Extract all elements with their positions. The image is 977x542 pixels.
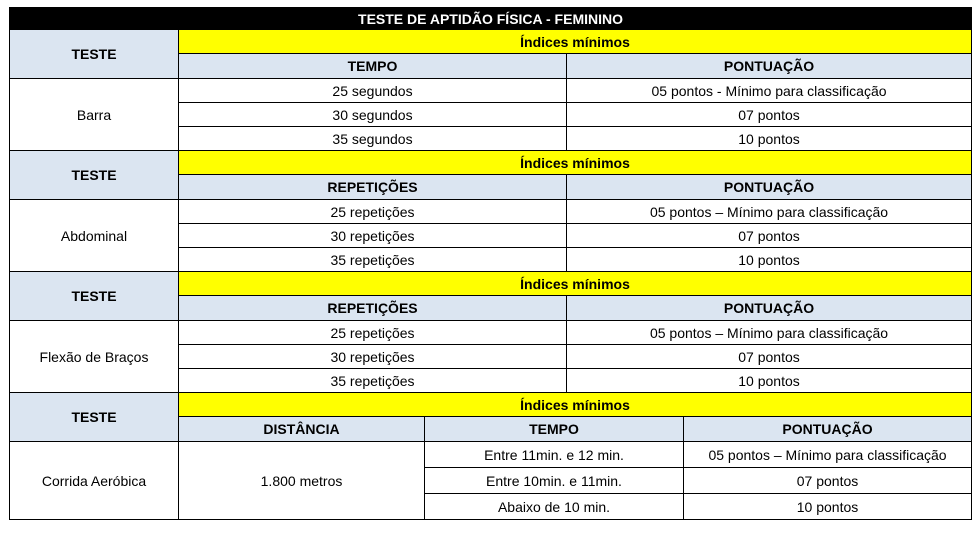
pontuacao-cell: 07 pontos [567,345,972,369]
pontuacao-cell: 10 pontos [684,494,972,520]
tempo-cell: 35 segundos [179,127,567,151]
column-header-pontuacao: PONTUAÇÃO [567,54,972,79]
column-header-pontuacao: PONTUAÇÃO [567,175,972,200]
distance-cell: 1.800 metros [179,442,425,520]
repeticoes-cell: 30 repetições [179,345,567,369]
tempo-cell: 25 segundos [179,79,567,103]
title-row [10,8,972,30]
teste-header: TESTE [10,393,179,442]
test-name: Barra [10,79,179,151]
repeticoes-cell: 25 repetições [179,321,567,345]
teste-header: TESTE [10,272,179,321]
repeticoes-cell: 30 repetições [179,224,567,248]
pontuacao-cell: 10 pontos [567,127,972,151]
pontuacao-cell: 05 pontos – Mínimo para classificação [567,200,972,224]
column-header-pontuacao: PONTUAÇÃO [684,417,972,442]
pontuacao-cell: 07 pontos [567,224,972,248]
test-name: Corrida Aeróbica [10,442,179,520]
column-header-distancia: DISTÂNCIA [179,417,425,442]
repeticoes-cell: 25 repetições [179,200,567,224]
column-header-repeticoes: REPETIÇÕES [179,175,567,200]
table-row [10,321,972,345]
column-header-tempo: TEMPO [425,417,684,442]
pontuacao-cell: 05 pontos – Mínimo para classificação [684,442,972,468]
pontuacao-cell: 05 pontos – Mínimo para classificação [567,321,972,345]
table-row [10,79,972,103]
indices-minimos-header: Índices mínimos [179,272,972,296]
column-header-repeticoes: REPETIÇÕES [179,296,567,321]
column-header-tempo: TEMPO [179,54,567,79]
column-header-pontuacao: PONTUAÇÃO [567,296,972,321]
tempo-cell: Entre 11min. e 12 min. [425,442,684,468]
test-name: Abdominal [10,200,179,272]
tempo-cell: 30 segundos [179,103,567,127]
tempo-cell: Entre 10min. e 11min. [425,468,684,494]
repeticoes-cell: 35 repetições [179,248,567,272]
table-row [10,442,972,468]
pontuacao-cell: 07 pontos [567,103,972,127]
indices-minimos-header: Índices mínimos [179,30,972,54]
tempo-cell: Abaixo de 10 min. [425,494,684,520]
indices-minimos-header: Índices mínimos [179,393,972,417]
indices-minimos-header: Índices mínimos [179,151,972,175]
table-row [10,200,972,224]
test-name: Flexão de Braços [10,321,179,393]
fitness-test-table [9,7,972,520]
teste-header: TESTE [10,30,179,79]
pontuacao-cell: 10 pontos [567,369,972,393]
table-title: TESTE DE APTIDÃO FÍSICA - FEMININO [10,8,972,30]
pontuacao-cell: 10 pontos [567,248,972,272]
repeticoes-cell: 35 repetições [179,369,567,393]
pontuacao-cell: 05 pontos - Mínimo para classificação [567,79,972,103]
pontuacao-cell: 07 pontos [684,468,972,494]
teste-header: TESTE [10,151,179,200]
